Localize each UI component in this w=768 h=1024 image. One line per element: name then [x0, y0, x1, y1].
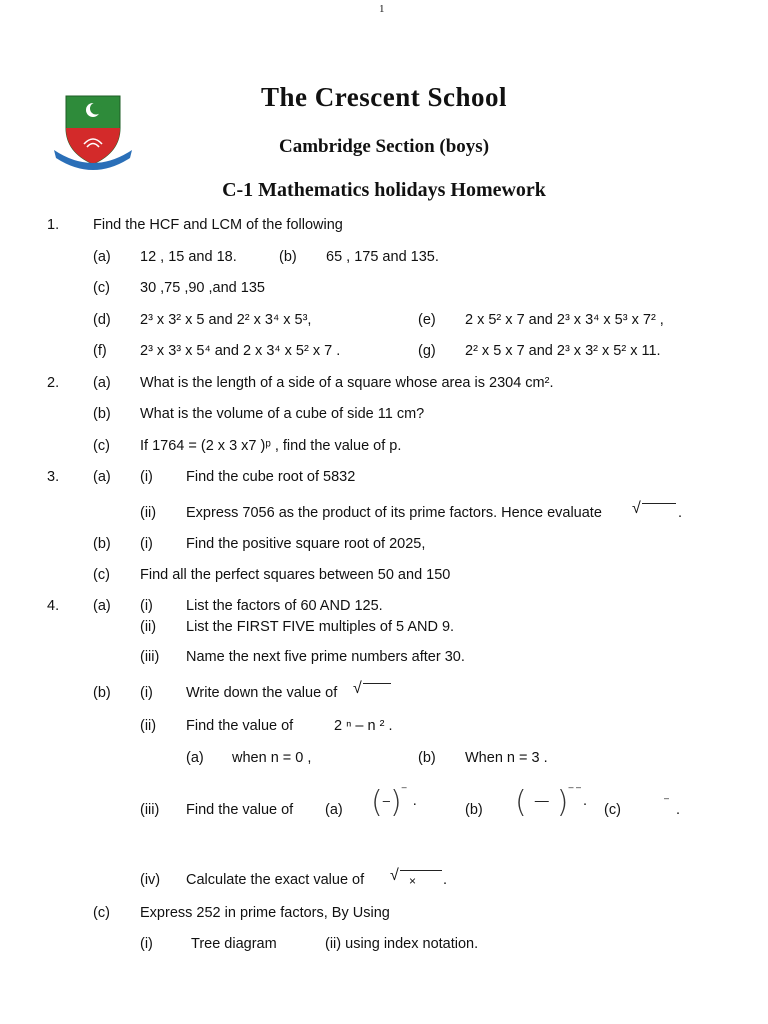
q4-b-iii-b-label: (b): [465, 802, 483, 818]
homework-title: C-1 Mathematics holidays Homework: [222, 179, 546, 201]
fraction-expression: ( — )– –.: [515, 782, 587, 820]
q3-a-ii-label: (ii): [140, 505, 157, 521]
q4-b-iii-c-label: (c): [604, 802, 621, 818]
period-mark: .: [676, 802, 681, 818]
page-number: 1: [379, 3, 385, 15]
q3-b-label: (b): [93, 536, 111, 552]
q1-text: Find the HCF and LCM of the following: [93, 217, 343, 233]
q1-c-text: 30 ,75 ,90 ,and 135: [140, 280, 265, 296]
q1-b-text: 65 , 175 and 135.: [326, 249, 439, 265]
q4-c-label: (c): [93, 905, 110, 921]
q3-a-ii-text: Express 7056 as the product of its prime factors. Hence evaluate: [186, 505, 602, 521]
school-name: The Crescent School: [261, 82, 507, 112]
section-title: Cambridge Section (boys): [278, 136, 490, 157]
sqrt-symbol: √: [632, 502, 676, 518]
q4-b-iv-end: .: [443, 872, 448, 888]
sqrt-symbol: √: [390, 869, 442, 885]
q1-e-label: (e): [418, 312, 436, 328]
q1-g-label: (g): [418, 343, 436, 359]
q4-b-ii-label: (ii): [140, 718, 157, 734]
q1-d-text: 2³ x 3² x 5 and 2² x 3⁴ x 5³,: [140, 312, 312, 328]
fraction-expression: –: [664, 793, 670, 803]
q4-b-ii-text: Find the value of: [186, 718, 294, 734]
q1-f-label: (f): [93, 343, 107, 359]
q3-a-label: (a): [93, 469, 111, 485]
q2-a-text: What is the length of a side of a square whose area is 2304 cm².: [140, 375, 554, 391]
q4-b-iii-a-label: (a): [325, 802, 343, 818]
q2-number: 2.: [47, 375, 60, 391]
q3-a-i-label: (i): [140, 469, 153, 485]
q4-a-ii-text: List the FIRST FIVE multiples of 5 AND 9.: [186, 619, 455, 635]
q1-a-text: 12 , 15 and 18.: [140, 249, 237, 265]
q1-number: 1.: [47, 217, 60, 233]
q4-b-ii-b-text: When n = 3 .: [465, 750, 548, 766]
q4-a-label: (a): [93, 598, 111, 614]
q4-c-ii-text: (ii) using index notation.: [325, 936, 479, 952]
q4-number: 4.: [47, 598, 60, 614]
fraction-expression: (–)–.: [371, 782, 417, 820]
q3-c-label: (c): [93, 567, 110, 583]
q3-number: 3.: [47, 469, 60, 485]
q4-b-ii-a-text: when n = 0 ,: [232, 750, 312, 766]
q2-b-text: What is the volume of a cube of side 11 cm?: [140, 406, 425, 422]
q4-b-ii-b-label: (b): [418, 750, 436, 766]
sqrt-symbol: √: [353, 682, 391, 698]
q3-c-text: Find all the perfect squares between 50 and 150: [140, 567, 451, 583]
q2-c-label: (c): [93, 438, 110, 454]
q2-c-text: If 1764 = (2 x 3 x7 )ᵖ , find the value of p.: [140, 438, 402, 454]
times-sign: ×: [409, 874, 417, 888]
q4-b-iii-label: (iii): [140, 802, 160, 818]
q4-c-i-text: Tree diagram: [191, 936, 277, 952]
q1-e-text: 2 x 5² x 7 and 2³ x 3⁴ x 5³ x 7² ,: [465, 312, 664, 328]
q4-b-i-label: (i): [140, 685, 153, 701]
q4-b-ii-a-label: (a): [186, 750, 204, 766]
q1-d-label: (d): [93, 312, 111, 328]
q4-c-text: Express 252 in prime factors, By Using: [140, 905, 390, 921]
q3-a-ii-end: .: [678, 505, 683, 521]
q4-b-iii-text: Find the value of: [186, 802, 294, 818]
q3-b-i-text: Find the positive square root of 2025,: [186, 536, 426, 552]
q3-b-i-label: (i): [140, 536, 153, 552]
q4-a-i-label: (i): [140, 598, 153, 614]
q4-a-iii-text: Name the next five prime numbers after 30.: [186, 649, 465, 665]
q4-a-i-text: List the factors of 60 AND 125.: [186, 598, 383, 614]
q4-a-iii-label: (iii): [140, 649, 160, 665]
q4-b-iv-label: (iv): [140, 872, 161, 888]
q4-b-label: (b): [93, 685, 111, 701]
q3-a-i-text: Find the cube root of 5832: [186, 469, 356, 485]
q1-b-label: (b): [279, 249, 297, 265]
q2-b-label: (b): [93, 406, 111, 422]
q1-f-text: 2³ x 3³ x 5⁴ and 2 x 3⁴ x 5² x 7 .: [140, 343, 341, 359]
q1-c-label: (c): [93, 280, 110, 296]
q4-b-i-text: Write down the value of: [186, 685, 338, 701]
q1-g-text: 2² x 5 x 7 and 2³ x 3² x 5² x 11.: [465, 343, 661, 359]
q4-b-iv-text: Calculate the exact value of: [186, 872, 365, 888]
q4-a-ii-label: (ii): [140, 619, 157, 635]
q1-a-label: (a): [93, 249, 111, 265]
q2-a-label: (a): [93, 375, 111, 391]
q4-b-ii-expr: 2 ⁿ – n ² .: [334, 718, 393, 734]
q4-c-i-label: (i): [140, 936, 153, 952]
